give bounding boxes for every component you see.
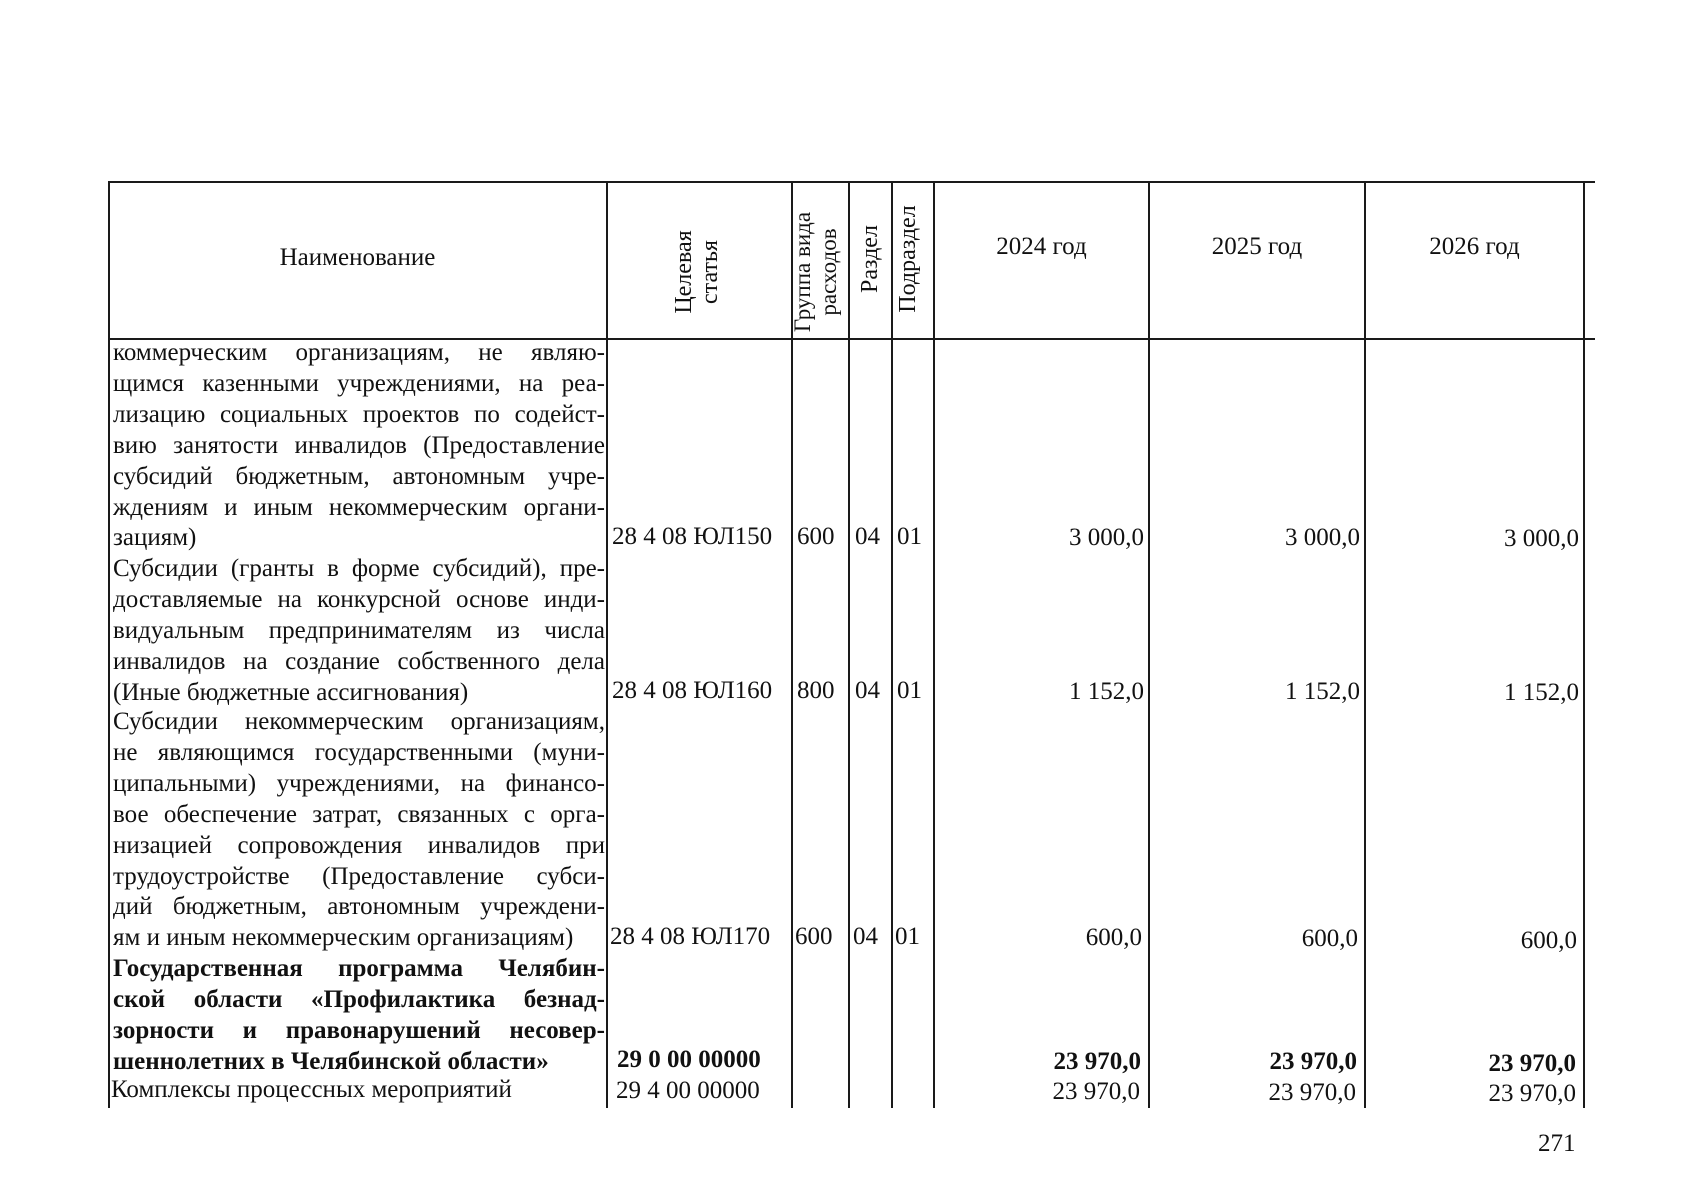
- row-3-group: 600: [795, 923, 833, 950]
- row-1-group: 600: [797, 523, 835, 550]
- col-divider-2024: [933, 181, 935, 1108]
- table-left-border: [108, 181, 110, 1108]
- row-4-2025: 23 970,0: [1269, 1048, 1357, 1075]
- row-5-2024: 23 970,0: [1052, 1078, 1140, 1105]
- col-divider-2026: [1364, 181, 1366, 1108]
- row-2-2025: 1 152,0: [1285, 678, 1360, 705]
- row-3-code: 28 4 08 ЮЛ170: [610, 923, 771, 950]
- row-2-code: 28 4 08 ЮЛ160: [612, 677, 773, 704]
- header-expense-group: Группа вида расходов: [790, 211, 841, 333]
- row-1-code: 28 4 08 ЮЛ150: [612, 523, 773, 550]
- row-5-2026: 23 970,0: [1488, 1080, 1576, 1107]
- row-1-subsection: 01: [897, 523, 922, 550]
- row-5-code: 29 4 00 00000: [616, 1077, 760, 1104]
- row-2-group: 800: [797, 677, 835, 704]
- header-year-2025: 2025 год: [1211, 233, 1303, 260]
- col-divider-code: [606, 181, 608, 1108]
- row-2-2026: 1 152,0: [1504, 679, 1579, 706]
- row-3-2024: 600,0: [1085, 924, 1142, 951]
- row-3-2025: 600,0: [1301, 925, 1358, 952]
- row-4-2024: 23 970,0: [1053, 1048, 1141, 1075]
- row-2-subsection: 01: [897, 677, 922, 704]
- row-2-name: Субсидии (гранты в форме субсидий), пре- доставляемые на конкурсной основе инди- видуальным предпринимателям из числа инвалидов на создание собственного дела (Иные бюджетные ассигнования): [113, 555, 605, 706]
- row-3-2026: 600,0: [1520, 927, 1577, 954]
- row-3-section: 04: [853, 923, 878, 950]
- row-1-section: 04: [855, 523, 880, 550]
- header-name: Наименование: [279, 244, 436, 271]
- row-5-2025: 23 970,0: [1268, 1079, 1356, 1106]
- header-subsection: Подраздел: [895, 205, 921, 313]
- row-1-2026: 3 000,0: [1504, 525, 1579, 552]
- header-target-article: Целевая статья: [671, 230, 723, 314]
- row-1-name: коммерческим организациям, не являю- щимся казенными учреждениями, на реа- лизацию социальных проектов по содейст- вию занятости инвалидов (Предоставление субсидий бюджетным, автономным учре- ждениям и иным некоммерческим органи- зациям): [113, 339, 605, 552]
- row-3-name: Субсидии некоммерческим организациям, не являющимся государственными (муни- ципальными) учреждениями, на финансо- вое обеспечение затрат, связанных с орга- низацией сопровождения инвалидов при трудоустройстве (Предоставление субси- дий бюджетным, автономным учреждени- ям и иным некоммерческим организациям): [113, 708, 605, 952]
- row-1-2025: 3 000,0: [1285, 524, 1360, 551]
- table-top-border: [109, 181, 1595, 183]
- page-number: 271: [1538, 1130, 1576, 1157]
- row-4-2026: 23 970,0: [1488, 1050, 1576, 1077]
- row-4-name: Государственная программа Челябин- ской области «Профилактика безнад- зорности и правонарушений несовер- шеннолетних в Челябинской области»: [113, 955, 605, 1075]
- row-2-2024: 1 152,0: [1069, 678, 1144, 705]
- header-year-2026: 2026 год: [1429, 233, 1520, 260]
- row-5-name: Комплексы процессных мероприятий: [111, 1076, 512, 1103]
- row-3-subsection: 01: [895, 923, 920, 950]
- row-1-2024: 3 000,0: [1069, 524, 1144, 551]
- header-section: Раздел: [857, 225, 883, 293]
- row-2-section: 04: [855, 677, 880, 704]
- col-divider-subsection: [891, 181, 893, 1108]
- col-divider-section: [848, 181, 850, 1108]
- col-divider-2025: [1148, 181, 1150, 1108]
- header-year-2024: 2024 год: [996, 233, 1087, 260]
- row-4-code: 29 0 00 00000: [617, 1046, 761, 1073]
- table-right-border: [1583, 181, 1585, 1108]
